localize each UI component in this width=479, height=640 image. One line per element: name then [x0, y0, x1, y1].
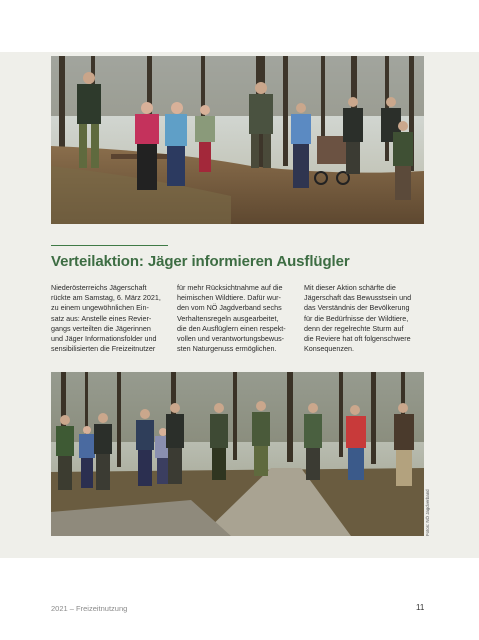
text-line: Jägerschaft das Bewusstsein und — [304, 293, 412, 303]
text-line: vollen und verantwortungsbewus- — [177, 334, 285, 344]
photo-group-forest-road — [51, 372, 424, 536]
text-line: das Verständnis der Bevölkerung — [304, 303, 410, 313]
article-column-3 — [304, 283, 422, 354]
text-line: zu einem ungewöhnlichen Ein- — [51, 303, 149, 313]
text-line: gangs verteilten die Jägerinnen — [51, 323, 151, 333]
footer-section-label: 2021 – Freizeitnutzung — [51, 604, 128, 613]
text-line: Verhaltensregeln ausgearbeitet, — [177, 313, 279, 323]
article-column-1 — [51, 283, 169, 354]
page-number: 11 — [416, 603, 425, 612]
text-line: rückte am Samstag, 6. März 2021, — [51, 293, 161, 303]
text-line: die Reviere hat oft folgenschwere — [304, 334, 411, 344]
text-line: satz aus: Anstelle eines Revier- — [51, 313, 152, 323]
article-headline: Verteilaktion: Jäger informieren Ausflügler — [51, 253, 350, 270]
headline-rule — [51, 245, 168, 246]
text-line: Niederösterreichs Jägerschaft — [51, 283, 147, 292]
photo-credit: Fotos: NÖ Jagdverband — [425, 489, 430, 536]
text-line: denn der regelrechte Sturm auf — [304, 323, 404, 333]
text-line: für mehr Rücksichtnahme auf die — [177, 283, 283, 292]
text-line: sten Naturgenuss ermöglichen. — [177, 344, 277, 354]
text-line: und Jäger Informationsfolder und — [51, 334, 157, 344]
text-line: Mit dieser Aktion schärfte die — [304, 283, 396, 292]
text-line: für die Bedürfnisse der Wildtiere, — [304, 313, 409, 323]
text-line: heimischen Wildtiere. Dafür wur- — [177, 293, 281, 303]
text-line: Konsequenzen. — [304, 344, 354, 354]
text-line: die den Ausflüglern einen respekt- — [177, 323, 286, 333]
article-column-2 — [177, 283, 295, 354]
text-line: sensibilisierten die Freizeitnutzer — [51, 344, 156, 354]
text-line: den vom NÖ Jagdverband sechs — [177, 303, 282, 313]
photo-group-bench — [51, 56, 424, 224]
